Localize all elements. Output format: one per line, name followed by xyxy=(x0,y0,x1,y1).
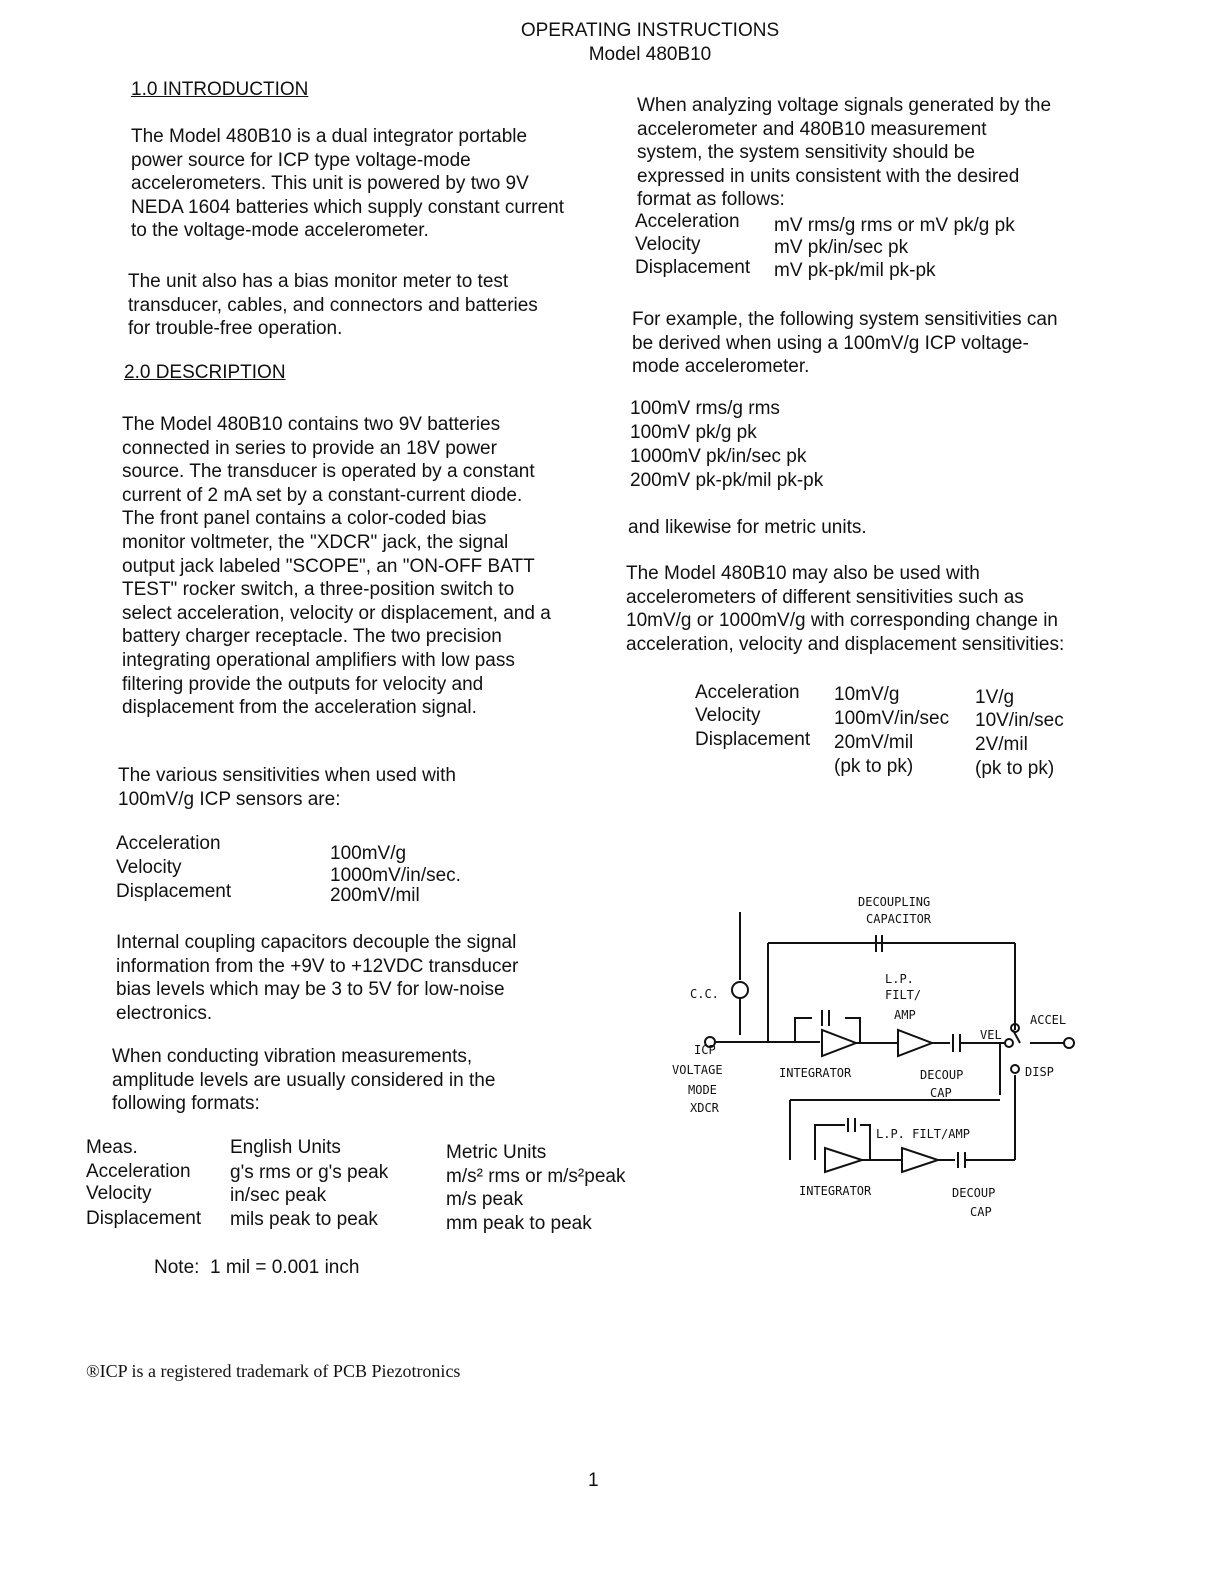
table-cell: 10V/in/sec xyxy=(975,710,1064,731)
units-header-metric: Metric Units xyxy=(446,1142,547,1163)
table-cell: m/s² rms or m/s²peak xyxy=(446,1166,626,1187)
table-cell: 2V/mil xyxy=(975,734,1028,755)
diagram-label-cap-2: CAP xyxy=(970,1205,992,1219)
sens-value: 100mV/g xyxy=(330,843,407,864)
table-cell: m/s peak xyxy=(446,1189,524,1210)
table-cell: g's rms or g's peak xyxy=(230,1162,389,1183)
table-cell: Acceleration xyxy=(695,682,800,703)
table-cell: (pk to pk) xyxy=(975,758,1055,779)
diagram-label-disp: DISP xyxy=(1025,1065,1054,1079)
diagram-label-accel: ACCEL xyxy=(1030,1013,1067,1027)
diagram-label-integrator-2: INTEGRATOR xyxy=(799,1184,872,1198)
diagram-label-cc: C.C. xyxy=(690,987,719,1001)
right-paragraph-2: For example, the following system sensitivities can be derived when using a 100mV/g ICP voltage-mode accelerometer. xyxy=(632,309,1058,378)
page-header-title: OPERATING INSTRUCTIONS xyxy=(520,20,780,41)
units-header-english: English Units xyxy=(230,1137,341,1158)
table-cell: 100mV/in/sec xyxy=(834,708,950,729)
diagram-label-integrator-1: INTEGRATOR xyxy=(779,1066,852,1080)
diagram-label-xdcr: XDCR xyxy=(690,1101,719,1115)
sens-value: 1000mV/in/sec. xyxy=(330,865,461,886)
units-header-meas: Meas. xyxy=(86,1137,138,1158)
list-item: 200mV pk-pk/mil pk-pk xyxy=(630,470,824,491)
diagram-label-filt: FILT/ xyxy=(885,988,922,1002)
diagram-label-vel: VEL xyxy=(980,1028,1002,1042)
intro-paragraph-1: The Model 480B10 is a dual integrator portable power source for ICP type voltage-mode accelerometers. This unit is powered by two 9V NEDA 1604 batteries which supply constant current to the voltage-mode accelerometer. xyxy=(131,126,565,242)
diagram-label-lpfilt-2: L.P. FILT/AMP xyxy=(876,1127,970,1141)
table-cell: 10mV/g xyxy=(834,684,900,705)
description-paragraph-3: Internal coupling capacitors decouple the signal information from the +9V to +12VDC transducer bias levels which may be 3 to 5V for low-noise electronics. xyxy=(116,932,519,1024)
description-paragraph-1: The Model 480B10 contains two 9V batteries connected in series to provide an 18V power source. The transducer is operated by a constant current of 2 mA set by a constant-current diode. The front panel contains a color-coded bias monitor voltmeter, the "XDCR" jack, the signal output jack labeled "SCOPE", an "ON-OFF BATT TEST" rocker switch, a three-position switch to select acceleration, velocity or displacement, and a battery charger receptacle. The two precision integrating operational amplifiers with low pass filtering provide the outputs for velocity and displacement from the acceleration signal. xyxy=(122,414,551,719)
page-header-model: Model 480B10 xyxy=(588,44,712,65)
table-cell: mm peak to peak xyxy=(446,1213,592,1234)
diagram-label-decoup-1: DECOUP xyxy=(920,1068,964,1082)
heading-introduction: 1.0 INTRODUCTION xyxy=(131,79,309,100)
right-paragraph-4: The Model 480B10 may also be used with accelerometers of different sensitivities such as 10mV/g or 1000mV/g with corresponding change in acceleration, velocity and displacement sensitivities: xyxy=(626,563,1065,655)
sens-label: Velocity xyxy=(116,857,182,878)
sens-value: 200mV/mil xyxy=(330,885,420,906)
table-cell: Velocity xyxy=(695,705,761,726)
diagram-label-mode: MODE xyxy=(688,1083,717,1097)
description-paragraph-4: When conducting vibration measurements, amplitude levels are usually considered in the following formats: xyxy=(112,1046,496,1115)
table-cell: in/sec peak xyxy=(230,1185,327,1206)
format-value: mV pk/in/sec pk xyxy=(774,237,909,258)
list-item: 100mV pk/g pk xyxy=(630,422,757,443)
diagram-label-lp: L.P. xyxy=(885,972,914,986)
list-item: 1000mV pk/in/sec pk xyxy=(630,446,807,467)
table-cell: mils peak to peak xyxy=(230,1209,378,1230)
table-cell: (pk to pk) xyxy=(834,756,914,777)
format-label: Acceleration xyxy=(635,211,740,232)
diagram-label-cap-1: CAP xyxy=(930,1086,952,1100)
format-value: mV rms/g rms or mV pk/g pk xyxy=(774,215,1015,236)
intro-paragraph-2: The unit also has a bias monitor meter to test transducer, cables, and connectors and batteries for trouble-free operation. xyxy=(128,271,538,340)
table-cell: Displacement xyxy=(695,729,811,750)
trademark-footnote: ®ICP is a registered trademark of PCB Piezotronics xyxy=(86,1361,461,1381)
unit-note: Note: 1 mil = 0.001 inch xyxy=(154,1257,360,1278)
diagram-label-voltage: VOLTAGE xyxy=(672,1063,723,1077)
format-label: Velocity xyxy=(635,234,701,255)
list-item: 100mV rms/g rms xyxy=(630,398,780,419)
diagram-label-amp: AMP xyxy=(894,1008,916,1022)
description-paragraph-2: The various sensitivities when used with 100mV/g ICP sensors are: xyxy=(118,765,456,810)
diagram-label-icp: ICP xyxy=(694,1043,716,1057)
diagram-label-decoupling: DECOUPLING xyxy=(858,895,931,909)
right-paragraph-3: and likewise for metric units. xyxy=(628,517,867,538)
table-cell: Velocity xyxy=(86,1183,152,1204)
table-cell: Displacement xyxy=(86,1208,202,1229)
diagram-label-capacitor: CAPACITOR xyxy=(866,912,932,926)
page-number: 1 xyxy=(588,1470,599,1491)
format-value: mV pk-pk/mil pk-pk xyxy=(774,260,936,281)
table-cell: 1V/g xyxy=(975,687,1015,708)
diagram-label-decoup-2: DECOUP xyxy=(952,1186,996,1200)
sens-label: Acceleration xyxy=(116,833,221,854)
table-cell: 20mV/mil xyxy=(834,732,914,753)
sens-label: Displacement xyxy=(116,881,232,902)
format-label: Displacement xyxy=(635,257,751,278)
right-paragraph-1: When analyzing voltage signals generated by the accelerometer and 480B10 measurement system, the system sensitivity should be expressed in units consistent with the desired format as follows: xyxy=(637,95,1052,211)
table-cell: Acceleration xyxy=(86,1161,191,1182)
heading-description: 2.0 DESCRIPTION xyxy=(124,362,286,383)
